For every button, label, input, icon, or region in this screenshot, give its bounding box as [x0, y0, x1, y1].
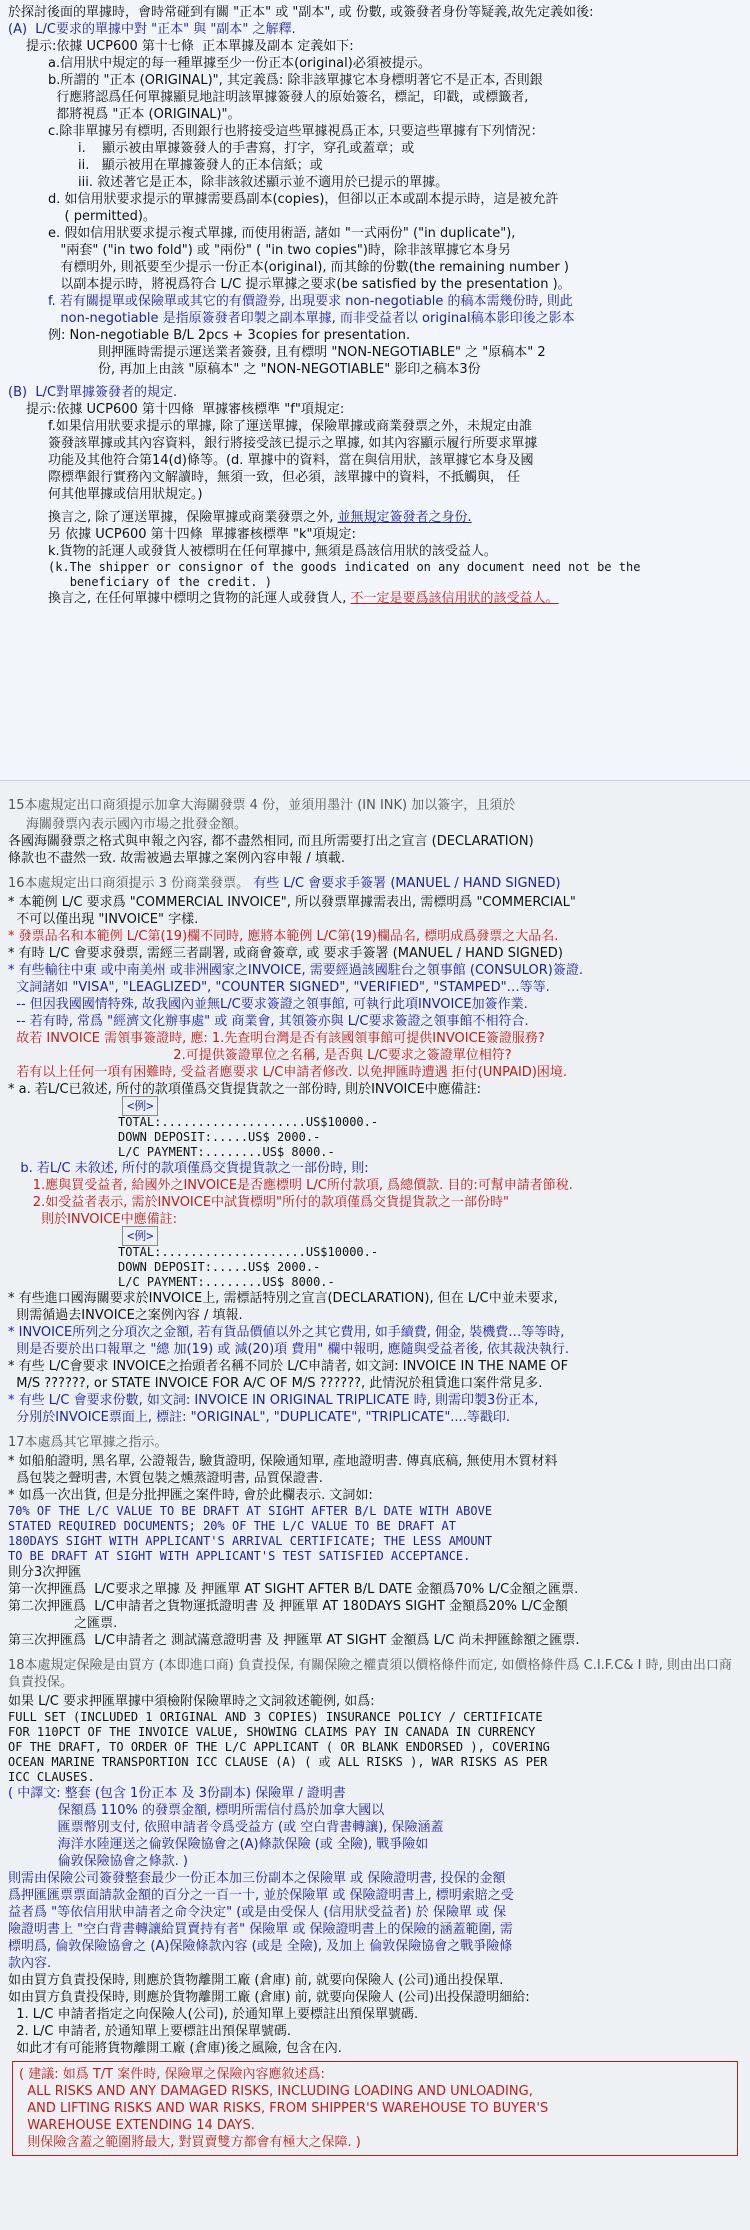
item-16-note-partial-b: b. 若L/C 未敘述, 所付的款項僅爲交貨提貨款之一部份時, 則:: [8, 1161, 369, 1176]
item-16-heading-text: 16本處規定出口商須提示 3 份商業發票。: [8, 876, 250, 891]
item-17-note-documents: * 如船舶證明, 黑名單, 公證報告, 驗貨證明, 保險通知單, 產地證明書. 傳真底稿, 無使用木質材料 爲包裝之聲明書, 木質包裝之燻蒸證明書, 品質保證書.: [8, 1454, 558, 1486]
section-b-heading: (B) L/C對單據簽發者的規定.: [8, 385, 178, 400]
example-block-a: [8, 1098, 742, 1115]
rule-b-k: k.貨物的託運人或發貨人被標明在任何單據中, 無須是爲該信用狀的該受益人。: [48, 544, 497, 559]
section-a-rule: 提示:依據 UCP600 第十七條 正本單據及副本 定義如下:: [26, 39, 354, 54]
item-17-english-clause: 70% OF THE L/C VALUE TO BE DRAFT AT SIGHT AFTER B/L DATE WITH ABOVE STATED REQUIRED DOCUMENTS; 20% OF THE L/C VALUE TO BE DRAFT AT 180DAYS SIGHT WITH APPLICANT'S ARRIVAL CERTIFICATE; THE LESS AMOUNT TO BE DRAFT AT SIGHT WITH APPLICANT'S TEST SATISFIED ACCEPTANCE.: [8, 1504, 493, 1563]
item-18-note-policy: 則需由保險公司簽發整套最少一份正本加三份副本之保險單 或 保險證明書, 投保的金額 爲押匯匯票票面請款金額的百分之一百一十, 並於保險單 或 保險證明書上, 標明索賠之受 益者爲 "等依信用狀申請者之命令決定" (或是由受保人 (信用狀受益者) 於 保險單 或 保 險證明書上 "空白背書轉讓給買賣持有者" 保險單 或 保險證明書上的保險的涵蓋範圍, 需 標明爲, 倫敦保險協會之 (A)保險條款內容 (或是 全險), 及加上 倫敦保險協會之戰爭險條 款內容.: [8, 1871, 514, 1971]
note-2-text: 換言之, 在任何單據中標明之貨物的託運人或發貨人,: [48, 591, 347, 606]
item-18-note-buyer-details: 如由買方負責投保時, 則應於貨物離開工廠 (倉庫) 前, 就要向保險人 (公司)出投保證明細給: 1. L/C 申請者指定之向保險人(公司), 於通知單上要標註出預保單號碼. 2. L/C 申請者, 於通知單上要標註出預保單號碼. 如此才有可能將貨物離開工廠 (倉庫)後之風險, 包含在內.: [8, 1990, 530, 2056]
item-16-note-partial-b-steps: 1.應與買受益者, 給國外之INVOICE是否應標明 L/C所付款項, 爲總價款. 目的:可幫申請者節稅. 2.如受益者表示, 需於INVOICE中試貨標明"所付的款項僅爲交貨提貨款之一部份時" 則於INVOICE中應備註:: [32, 1178, 573, 1227]
note-1: [8, 509, 742, 526]
item-17-note-three: 則分3次押匯: [8, 1565, 82, 1580]
item-16-note-signing: * 有時 L/C 會要求發票, 需經三者副署, 或商會簽章, 或 要求手簽署 (MANUEL / HAND SIGNED): [8, 946, 563, 961]
item-18-english-clause: FULL SET (INCLUDED 1 ORIGINAL AND 3 COPIES) INSURANCE POLICY / CERTIFICATE FOR 110PCT OF THE INVOICE VALUE, SHOWING CLAIMS PAY IN CANADA IN CURRENCY OF THE DRAFT, TO ORDER OF THE L/C APPLICANT ( OR BLANK ENDORSED ), COVERING OCEAN MARINE TRANSPORTION ICC CLAUSE (A) ( 或 ALL RISKS ), WAR RISKS AS PER ICC CLAUSES.: [8, 1710, 550, 1784]
item-16-heading-highlight: 有些 L/C 會要求手簽署 (MANUEL / HAND SIGNED): [253, 876, 561, 891]
item-16-note-name: * 有些 L/C會要求 INVOICE之抬頭者名稱不同於 L/C申請者, 如文詞: INVOICE IN THE NAME OF M/S ??????, or STATE INVOICE FOR A/C OF M/S ??????, 此情況於租賃進口案件常見多.: [8, 1359, 569, 1391]
item-15-note: 各國海關發票之格式與申報之內容, 都不盡然相同, 而且所需要打出之宣言 (DECLARATION) 條款也不盡然一致. 故需被過去單據之案例內容申報 / 填載.: [8, 834, 534, 866]
example-label-a: <例>: [122, 1096, 158, 1116]
item-16-note-fees: * INVOICE所列之分項次之金額, 若有貨品價値以外之其它費用, 如手續費, 佣金, 裝機費…等等時, 則是否要於出口報單之 "總 加(19) 或 減(20)項 費用" 欄中報明, 應隨與受益者後, 依其裁決執行.: [8, 1325, 570, 1357]
intro-text: 於探討後面的單據時，會時常碰到有關 "正本" 或 "副本", 或 份數, 或簽發者身份等疑義,故先定義如後:: [8, 5, 594, 20]
item-15-heading: 15本處規定出口商須提示加拿大海關發票 4 份，並須用墨汁 (IN INK) 加以簽字，且須於: [8, 798, 516, 813]
lower-sheet: [0, 780, 750, 2230]
section-a-heading: (A) L/C要求的單據中對 "正本" 與 "副本" 之解釋.: [8, 22, 296, 37]
note-1-text: 換言之, 除了運送單據，保險單據或商業發票之外,: [48, 510, 334, 525]
item-17-note-schedule: 第一次押匯爲 L/C要求之單據 及 押匯單 AT SIGHT AFTER B/L DATE 金額爲70% L/C金額之匯票. 第二次押匯爲 L/C申請者之貨物運抵證明書 及 押匯單 AT 180DAYS SIGHT 金額爲20% L/C金額 之匯票. 第三次押匯爲 L/C申請者之 測試滿意證明書 及 押匯單 AT SIGHT 金額爲 L/C 尚未押匯餘額之匯票.: [8, 1582, 580, 1648]
item-16-note-partial-a: * a. 若L/C已敘述, 所付的款項僅爲交貨提貨款之一部份時, 則於INVOICE中應備註:: [8, 1082, 482, 1097]
note-1-highlight: 並無規定簽發者之身份.: [337, 510, 472, 525]
item-16-note-commercial: * 本範例 L/C 要求爲 "COMMERCIAL INVOICE", 所以發票單據需表出, 需標明爲 "COMMERCIAL" 不可以僅出現 "INVOICE" 字樣.: [8, 895, 576, 927]
rule-c-ii: ii. 顯示被用在單據簽發人的正本信紙；或: [78, 158, 323, 173]
rule-a: a.信用狀中規定的每一種單據至少一份正本(original)必須被提示。: [48, 56, 431, 71]
item-16-heading: [8, 875, 742, 892]
item-16-note-triplicate: * 有些 L/C 會要求份數, 如文詞: INVOICE IN ORIGINAL TRIPLICATE 時, 則需印製3份正本, 分別於INVOICE票面上, 標註: "ORIGINAL", "DUPLICATE", "TRIPLICATE"....等戳印.: [8, 1393, 539, 1425]
item-15-subheading: 海關發票內表示國內市場之批發金額。: [26, 817, 248, 832]
rule-e: e. 假如信用狀要求提示複式單據, 而使用術語, 諸如 "一式兩份" ("in duplicate"), "兩套" ("in two fold") 或 "兩份" ( "in two copies")時，除非該單據它本身另 有標明外, 則祇要至少提示一份正本(original), 而其餘的份數(the remaining number ) 以副本提示時，將視爲符合 L/C 提示單據之要求(be satisfied by the presentation )。: [48, 226, 571, 292]
rule-c-iii: iii. 敘述著它是正本，除非該敘述顯示並不適用於已提示的單據。: [78, 175, 449, 190]
item-17-note-split: * 如爲一次出貨, 但是分批押匯之案件時, 會於此欄表示. 文詞如:: [8, 1488, 373, 1503]
rule-f-example: 例: Non-negotiable B/L 2pcs + 3copies for presentation.: [48, 328, 411, 343]
example-values-b: TOTAL:....................US$10000.- DOWN DEPOSIT:.....US$ 2000.- L/C PAYMENT:........US$ 8000.-: [118, 1245, 379, 1289]
example-values-a: TOTAL:....................US$10000.- DOWN DEPOSIT:.....US$ 2000.- L/C PAYMENT:........US$ 8000.-: [118, 1115, 379, 1159]
rule-b-f: f.如果信用狀要求提示的單據, 除了運送單據，保險單據或商業發票之外，未規定由誰 簽發該單據或其內容資料，銀行將接受該已提示之單據, 如其內容顯示履行所要求單據 功能及其他符合第14(d)條等。(d. 單據中的資料，當在與信用狀，該單據它本身及國 際標準銀行實務內文解讀時，無須一致，但必須，該單據中的資料，不抵觸與， 任 何其他單據或信用狀規定。): [48, 419, 538, 502]
item-18-note-example: 如果 L/C 要求押匯單據中須檢附保險單時之文詞敘述範例, 如爲:: [8, 1694, 375, 1709]
rule-c-i: i. 顯示被由單據簽發人的手書寫，打字，穿孔或蓋章；或: [78, 141, 415, 156]
item-16-note-consular-steps: 故若 INVOICE 需領事簽證時, 應: 1.先查明台灣是否有該國領事館可提供INVOICE簽證服務? 2.可提供簽證單位之名稱, 是否與 L/C要求之簽證單位相符? 若有以上任何一項有困難時, 受益者應要求 L/C申請者修改. 以免押匯時遭遇 拒付(UNPAID)困境.: [16, 1031, 568, 1080]
section-b-rule: 提示:依據 UCP600 第十四條 單據審核標準 "f"項規定:: [26, 402, 345, 417]
note-2-highlight: 不一定是要爲該信用狀的該受益人。: [350, 591, 559, 606]
item-16-note-description: * 發票品名和本範例 L/C第(19)欄不同時, 應將本範例 L/C第(19)欄品名, 標明成爲發票之大品名.: [8, 929, 559, 944]
rule-f-example-note: 則押匯時需提示運送業者簽發, 且有標明 "NON-NEGOTIABLE" 之 "原稿本" 2 份, 再加上由該 "原稿本" 之 "NON-NEGOTIABLE" 影印之稿本3份: [98, 345, 546, 377]
example-block-b: [8, 1228, 742, 1245]
rule-c: c.除非單據另有標明, 否則銀行也將接受這些單據視爲正本, 只要這些單據有下列情況：: [48, 124, 544, 139]
item-16-note-consular: * 有些輸往中東 或中南美州 或非洲國家之INVOICE, 需要經過該國駐台之領事館 (CONSULOR)簽證. 文詞諸如 "VISA", "LEAGLIZED", "COUNTER SIGNED", "VERIFIED", "STAMPED"…等等. -- 但因我國國情特殊, 故我國內並無L/C要求簽證之領事館, 可執行此項INVOICE加簽作業. -- 若有時, 常爲 "經濟文化辦事處" 或 商業會, 其領簽亦與 L/C要求簽證之領事館不相符合.: [8, 963, 583, 1029]
item-18-note-buyer: 如由買方負責投保時, 則應於貨物離開工廠 (倉庫) 前, 就要向保險人 (公司)通出投保單.: [8, 1973, 504, 1988]
note-2: [8, 590, 742, 607]
rule-b: b.所謂的 "正本 (ORIGINAL)", 其定義爲: 除非該單據它本身標明著它不是正本, 否則銀 行應將認爲任何單據顯見地註明該單據簽發人的原始簽名，標記，印戳，或標籤者, 都將視爲 "正本 (ORIGINAL)"。: [48, 73, 543, 122]
upper-sheet: [0, 0, 750, 780]
item-18-translation: ( 中譯文: 整套 (包含 1份正本 及 3份副本) 保險單 / 證明書 保額爲 110% 的發票金額, 標明所需信付爲於加拿大國以 匯票幣別支付, 依照申請者令爲受益方 (或 空白背書轉讓), 保險涵蓋 海洋水陸運送之倫敦保險協會之(A)條款保險 (或 全險), 戰爭險如 倫敦保險協會之條款. ): [8, 1786, 444, 1869]
example-label-b: <例>: [122, 1226, 158, 1246]
item-17-heading: 17本處爲其它單據之指示。: [8, 1435, 168, 1450]
rule-f: f. 若有關提單或保險單或其它的有價證券, 出現要求 non-negotiable 的稿本需幾份時, 則此 non-negotiable 是指原簽發者印製之副本單據, 而非受益者以 original稿本影印後之影本: [48, 294, 575, 326]
item-16-note-declaration: * 有些進口國海關要求於INVOICE上, 需標話特別之宣言(DECLARATION), 但在 L/C中並未要求, 則需循過去INVOICE之案例內容 / 填報.: [8, 1291, 558, 1323]
rule-d: d. 如信用狀要求提示的單據需要爲副本(copies)，但卻以正本或副本提示時，這是被允許 ( permitted)。: [48, 192, 559, 224]
rule-b-k-english: (k.The shipper or consignor of the goods indicated on any document need not be the beneficiary of the credit. ): [48, 560, 641, 589]
item-18-heading: 18本處規定保險是由買方 (本即進口商) 負責投保, 有關保險之權責須以價格條件而定, 如價格條件爲 C.I.F.C& I 時, 則由出口商負責投保。: [8, 1658, 732, 1690]
item-18-recommendation: ( 建議: 如爲 T/T 案件時, 保險單之保險內容應敘述爲: ALL RISKS AND ANY DAMAGED RISKS, INCLUDING LOADING AND UNLOADING, AND LIFTING RISKS AND WAR RISKS, FROM SHIPPER'S WAREHOUSE TO BUYER'S WAREHOUSE EXTENDING 14 DAYS. 則保險含蓋之範圍將最大, 對買賣雙方都會有極大之保障. ): [12, 2061, 738, 2156]
section-b-rule-2: 另 依據 UCP600 第十四條 單據審核標準 "k"項規定:: [48, 527, 356, 542]
